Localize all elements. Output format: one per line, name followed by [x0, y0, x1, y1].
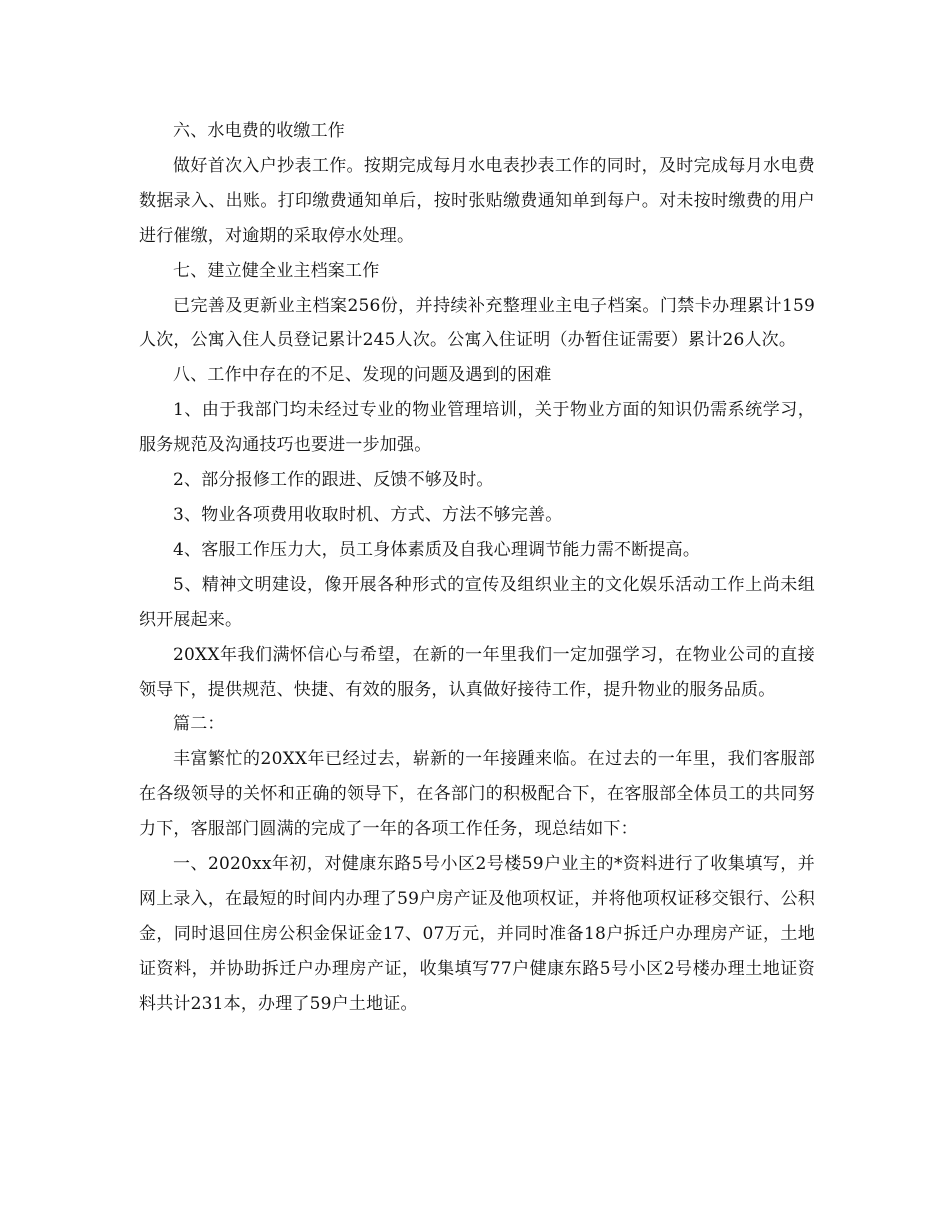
paragraph-item-one: 一、2020xx年初，对健康东路5号小区2号楼59户业主的*资料进行了收集填写，并网上录入，在最短的时间内办理了59户房产证及他项权证，并将他项权证移交银行、公积金，同时退回住房公积金保证金17、07万元，并同时准备18户拆迁户办理房产证，土地证资料，并协助拆迁户办理房产证，收集填写77户健康东路5号小区2号楼办理土地证资料共计231本，办理了59户土地证。 [139, 854, 816, 1014]
section-label-part-two: 篇二： [173, 714, 225, 735]
list-item-2: 2、部分报修工作的跟进、反馈不够及时。 [173, 470, 494, 491]
heading-shortcomings: 八、工作中存在的不足、发现的问题及遇到的困难 [173, 365, 552, 386]
heading-water-electricity-fees: 六、水电费的收缴工作 [173, 121, 345, 141]
paragraph-owner-archives: 已完善及更新业主档案256份，并持续补充整理业主电子档案。门禁卡办理累计159人次，公寓入住人员登记累计245人次。公寓入住证明（办暂住证需要）累计26人次。 [139, 295, 815, 351]
list-item-3: 3、物业各项费用收取时机、方式、方法不够完善。 [173, 504, 563, 525]
paragraph-part-two-intro: 丰富繁忙的20XX年已经过去，崭新的一年接踵来临。在过去的一年里，我们客服部在各级领导的关怀和正确的领导下，在各部门的积极配合下，在客服部全体员工的共同努力下，客服部门圆满的完成了一年的各项工作任务，现总结如下： [139, 749, 815, 840]
paragraph-outlook: 20XX年我们满怀信心与希望，在新的一年里我们一定加强学习，在物业公司的直接领导下，提供规范、快捷、有效的服务，认真做好接待工作，提升物业的服务品质。 [139, 644, 815, 700]
list-item-1: 1、由于我部门均未经过专业的物业管理培训，关于物业方面的知识仍需系统学习，服务规范及沟通技巧也要进一步加强。 [139, 400, 815, 456]
paragraph-meter-reading: 做好首次入户抄表工作。按期完成每月水电表抄表工作的同时，及时完成每月水电费数据录入、出账。打印缴费通知单后，按时张贴缴费通知单到每户。对未按时缴费的用户进行催缴，对逾期的采取停水处理。 [139, 155, 815, 246]
list-item-4: 4、客服工作压力大，员工身体素质及自我心理调节能力需不断提高。 [173, 539, 701, 560]
document-body [139, 114, 815, 1022]
list-item-5: 5、精神文明建设，像开展各种形式的宣传及组织业主的文化娱乐活动工作上尚未组织开展起来。 [139, 574, 815, 630]
heading-owner-archives: 七、建立健全业主档案工作 [173, 260, 380, 281]
